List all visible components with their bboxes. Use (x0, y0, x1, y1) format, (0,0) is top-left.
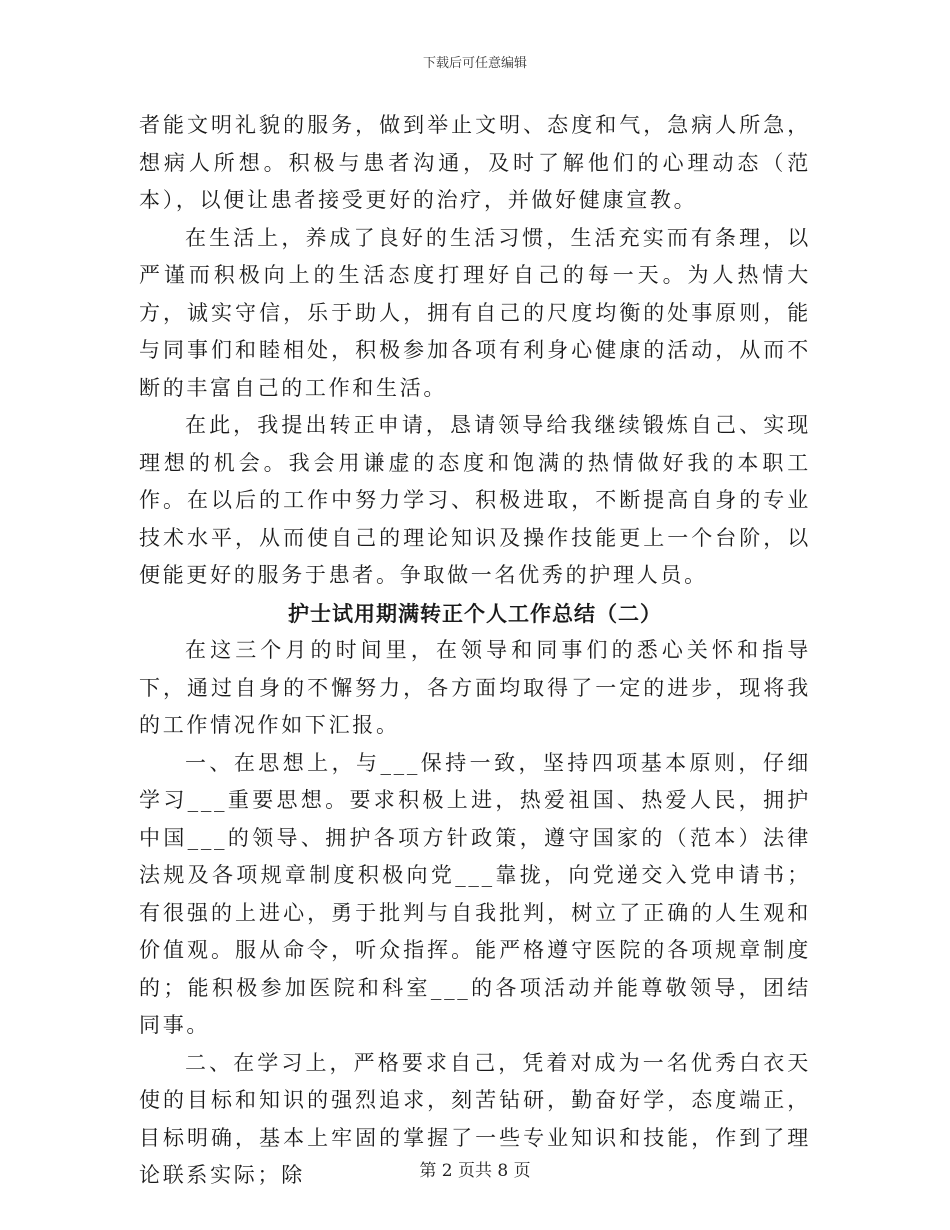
paragraph-4: 在这三个月的时间里，在领导和同事们的悉心关怀和指导下，通过自身的不懈努力，各方面均取得了一定的进步，现将我的工作情况作如下汇报。 (139, 638, 811, 737)
paragraph-6: 二、在学习上，严格要求自己，凭着对成为一名优秀白衣天使的目标和知识的强烈追求，刻苦钻研，勤奋好学，态度端正，目标明确，基本上牢固的掌握了一些专业知识和技能，作到了理论联系实际；除 (139, 1050, 811, 1187)
paragraph-3: 在此，我提出转正申请，恳请领导给我继续锻炼自己、实现理想的机会。我会用谦虚的态度和饱满的热情做好我的本职工作。在以后的工作中努力学习、积极进取，不断提高自身的专业技术水平，从而使自己的理论知识及操作技能更上一个台阶，以便能更好的服务于患者。争取做一名优秀的护理人员。 (139, 413, 811, 587)
page-number: 第 2 页共 8 页 (419, 1161, 531, 1181)
section-title: 护士试用期满转正个人工作总结（二） (288, 600, 662, 626)
paragraph-5: 一、在思想上，与___保持一致，坚持四项基本原则，仔细学习___重要思想。要求积极上进，热爱祖国、热爱人民，拥护中国___的领导、拥护各项方针政策，遵守国家的（范本）法律法规及各项规章制度积极向党___靠拢，向党递交入党申请书；有很强的上进心，勇于批判与自我批判，树立了正确的人生观和价值观。服从命令，听众指挥。能严格遵守医院的各项规章制度的；能积极参加医院和科室___的各项活动并能尊敬领导，团结同事。 (139, 750, 811, 1037)
document-body (139, 107, 811, 1195)
paragraph-1: 者能文明礼貌的服务，做到举止文明、态度和气，急病人所急，想病人所想。积极与患者沟通，及时了解他们的心理动态（范本），以便让患者接受更好的治疗，并做好健康宣教。 (139, 113, 811, 212)
paragraph-2: 在生活上，养成了良好的生活习惯，生活充实而有条理，以严谨而积极向上的生活态度打理好自己的每一天。为人热情大方，诚实守信，乐于助人，拥有自己的尺度均衡的处事原则，能与同事们和睦相处，积极参加各项有利身心健康的活动，从而不断的丰富自己的工作和生活。 (139, 225, 811, 400)
header-note: 下载后可任意编辑 (422, 56, 527, 71)
